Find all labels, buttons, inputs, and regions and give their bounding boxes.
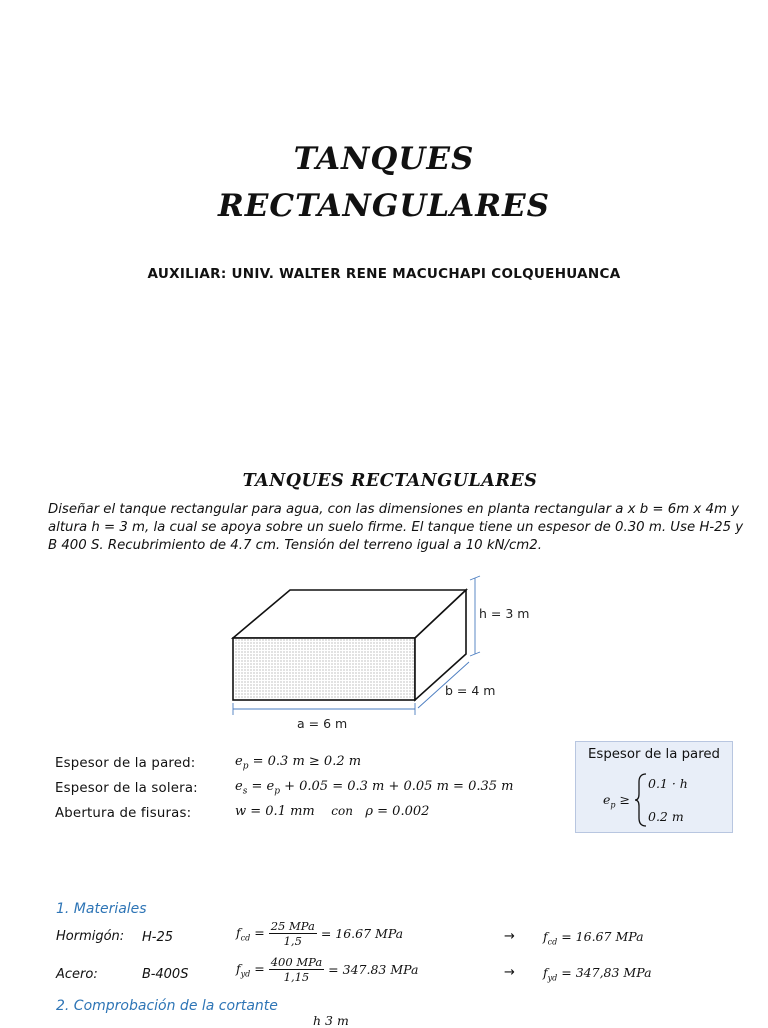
shear-formula-partial: h 3 m (313, 1013, 349, 1028)
problem-line: B 400 S. Recubrimiento de 4.7 cm. Tensión del terreno igual a 10 kN/cm2. (48, 538, 542, 553)
concrete-result: $f_{cd} = 16.67$ MPa (543, 929, 644, 947)
brace-icon (634, 772, 648, 828)
steel-label: Acero: (56, 967, 98, 982)
concrete-design-formula: $f_{cd}$ = $\frac{\text{25 MPa}}{1,5}$ = 16.67 MPa (236, 919, 404, 948)
crack-width-formula: w = 0.1 mm con ρ = 0.002 (235, 804, 430, 819)
materials-heading: 1. Materiales (56, 901, 147, 917)
problem-line: Diseñar el tanque rectangular para agua, con las dimensiones en planta rectangular a x b = 6m x 4m y (48, 502, 740, 517)
tank-diagram (220, 570, 510, 740)
problem-line: altura h = 3 m, la cual se apoya sobre un suelo firme. El tanque tiene un espesor de 0.30 m. Use H-25 y (48, 520, 744, 535)
note-box-lhs: $e_p$ ≥ (603, 792, 630, 810)
steel-design-formula: $f_{yd}$ = $\frac{\text{400 MPa}}{1,15}$ = 347.83 MPa (236, 955, 419, 984)
dimension-b-label: b = 4 m (445, 683, 496, 698)
note-box-option-1: 0.1 · h (648, 776, 688, 791)
document-title-line2: RECTANGULARES (218, 188, 550, 224)
wall-thickness-formula: $e_p = 0.3$ m ≥ 0.2 m (235, 754, 362, 772)
wall-thickness-label: Espesor de la pared: (55, 756, 196, 771)
concrete-label: Hormigón: (56, 929, 125, 944)
shear-check-heading: 2. Comprobación de la cortante (56, 998, 278, 1014)
author-line: AUXILIAR: UNIV. WALTER RENE MACUCHAPI COLQUEHUANCA (147, 266, 621, 282)
document-title-line1: TANQUES (293, 141, 475, 177)
dimension-a-label: a = 6 m (297, 716, 348, 731)
problem-statement (48, 501, 743, 555)
base-thickness-formula: $e_s = e_p + 0.05 = 0.3$ m + 0.05 m = 0.35 m (235, 779, 514, 797)
steel-grade: B-400S (142, 967, 189, 982)
arrow-icon: → (504, 929, 515, 944)
steel-result: $f_{yd} = 347,83$ MPa (543, 965, 652, 983)
dimension-h-label: h = 3 m (479, 606, 530, 621)
section-heading: TANQUES RECTANGULARES (242, 471, 538, 491)
wall-thickness-note-box (575, 741, 733, 833)
crack-width-label: Abertura de fisuras: (55, 806, 192, 821)
concrete-fraction: $\frac{\text{25 MPa}}{1,5}$ (270, 919, 315, 948)
base-thickness-label: Espesor de la solera: (55, 781, 198, 796)
arrow-icon: → (504, 965, 515, 980)
steel-fraction: $\frac{\text{400 MPa}}{1,15}$ (270, 955, 323, 984)
concrete-grade: H-25 (142, 930, 174, 945)
note-box-option-2: 0.2 m (648, 809, 684, 824)
tank-front-face (233, 638, 415, 700)
note-box-title: Espesor de la pared (587, 747, 720, 762)
